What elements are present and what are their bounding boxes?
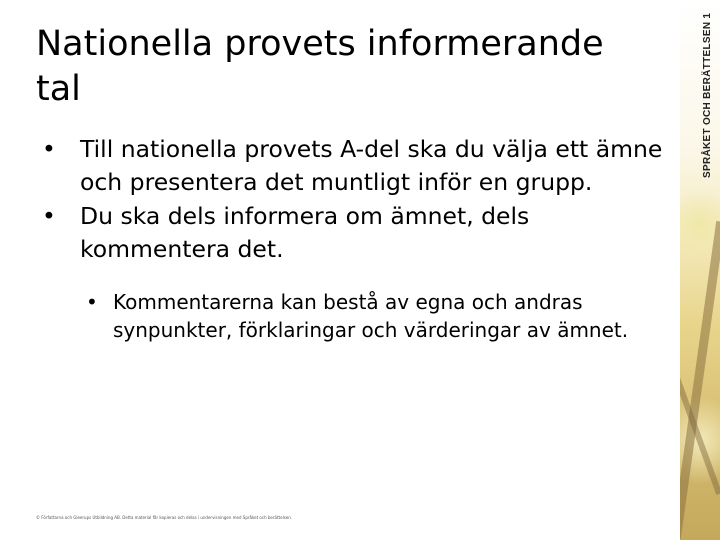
sub-bullet-text: Kommentarerna kan bestå av egna och andras synpunkter, förklaringar och värderingar av ämnet.: [113, 290, 629, 342]
bullet-item: [36, 133, 666, 198]
bullet-text: Du ska dels informera om ämnet, dels kommentera det.: [80, 202, 530, 263]
bullet-list: [36, 133, 666, 344]
bullet-dot-icon: •: [42, 135, 56, 163]
book-title-label: SPRÅKET OCH BERÄTTELSEN 1: [702, 12, 713, 178]
bullet-item: [36, 200, 666, 265]
bullet-text: Till nationella provets A-del ska du välja ett ämne och presentera det muntligt inför en grupp.: [80, 135, 663, 196]
bullet-dot-icon: •: [86, 290, 98, 314]
bullet-dot-icon: •: [42, 202, 56, 230]
copyright-footer: © Författarna och Gleerups Utbildning AB. Detta material får kopieras och delas i undervisningen med Språket och berättelsen.: [36, 515, 293, 520]
sub-bullet-item: [36, 288, 673, 344]
slide-title: Nationella provets informerande tal: [36, 24, 604, 109]
